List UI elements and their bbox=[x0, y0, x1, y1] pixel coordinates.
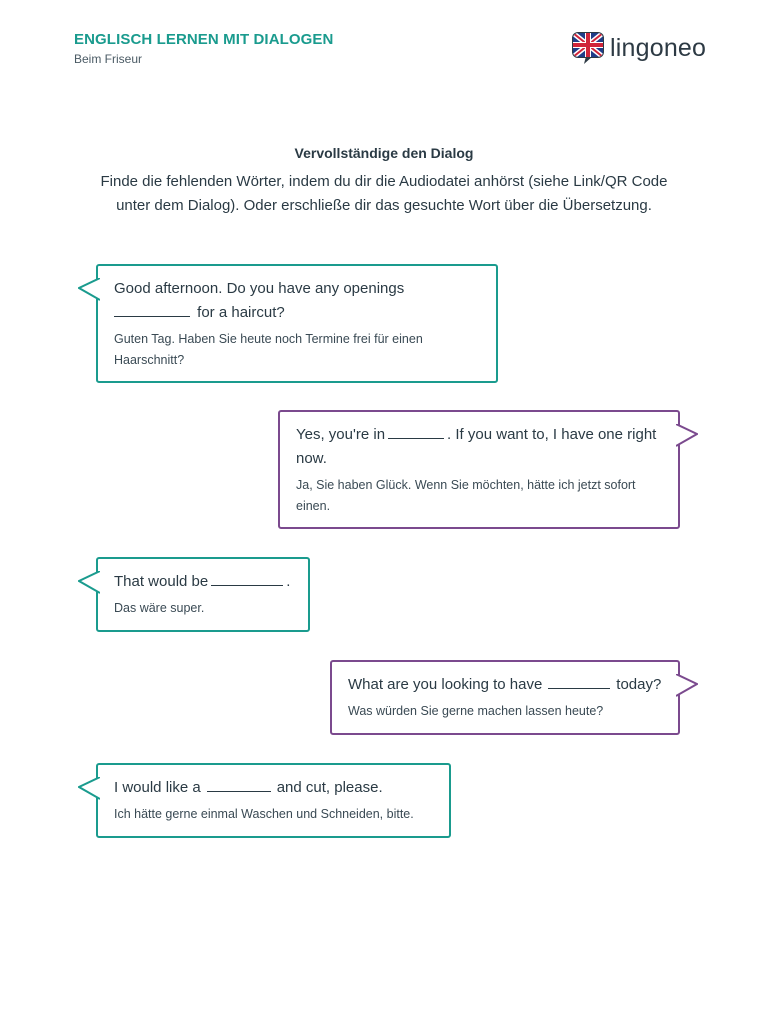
lingoneo-logo bbox=[572, 31, 706, 65]
answer-blank bbox=[114, 302, 190, 317]
speech-tail-icon bbox=[78, 278, 100, 302]
dialog-bubble-1 bbox=[96, 264, 498, 383]
speech-tail-icon bbox=[78, 571, 100, 595]
page-title: ENGLISCH LERNEN MIT DIALOGEN bbox=[74, 31, 334, 48]
answer-blank bbox=[211, 571, 283, 586]
page-subtitle: Beim Friseur bbox=[74, 52, 143, 66]
logo-text: lingoneo bbox=[610, 34, 707, 62]
english-text-before: I would like a bbox=[114, 779, 201, 796]
dialog-german-translation: Ich hätte gerne einmal Waschen und Schneiden, bitte. bbox=[114, 807, 414, 821]
speech-tail-icon bbox=[676, 424, 698, 448]
instructions-text: Finde die fehlenden Wörter, indem du dir die Audiodatei anhörst (siehe Link/QR Code unter dem Dialog). Oder erschließe dir das gesuchte Wort über die Übersetzung. bbox=[100, 173, 668, 214]
answer-blank bbox=[388, 424, 444, 439]
dialog-english-text bbox=[296, 423, 662, 471]
english-text-before: That would be bbox=[114, 573, 209, 590]
english-text-after: and cut, please. bbox=[276, 779, 383, 796]
english-text-after: . If you want to, I have one right now. bbox=[296, 426, 657, 467]
english-text-before: Yes, you're in bbox=[296, 426, 386, 443]
dialog-bubble-5 bbox=[96, 763, 451, 838]
dialog-bubble-3 bbox=[96, 557, 310, 632]
english-text-before: What are you looking to have bbox=[348, 676, 543, 693]
english-text-after: . bbox=[286, 573, 291, 590]
speech-tail-icon bbox=[676, 674, 698, 698]
uk-flag-speech-bubble-icon bbox=[572, 31, 606, 65]
english-text-before: Good afternoon. Do you have any openings bbox=[114, 280, 405, 297]
dialog-bubble-2 bbox=[278, 410, 680, 529]
dialog-english-text bbox=[348, 673, 662, 697]
dialog-german-translation: Guten Tag. Haben Sie heute noch Termine frei für einen Haarschnitt? bbox=[114, 332, 423, 367]
dialog-bubble-4 bbox=[330, 660, 680, 735]
answer-blank bbox=[548, 674, 610, 689]
dialog-english-text bbox=[114, 776, 433, 800]
dialog-english-text bbox=[114, 570, 292, 594]
dialog-german-translation: Das wäre super. bbox=[114, 601, 205, 615]
instructions-title: Vervollständige den Dialog bbox=[294, 145, 474, 161]
english-text-after: today? bbox=[616, 676, 662, 693]
dialog-english-text bbox=[114, 277, 480, 325]
answer-blank bbox=[207, 777, 271, 792]
dialog-german-translation: Ja, Sie haben Glück. Wenn Sie möchten, hätte ich jetzt sofort einen. bbox=[296, 478, 636, 513]
dialog-german-translation: Was würden Sie gerne machen lassen heute? bbox=[348, 704, 604, 718]
speech-tail-icon bbox=[78, 777, 100, 801]
english-text-after: for a haircut? bbox=[197, 304, 285, 321]
